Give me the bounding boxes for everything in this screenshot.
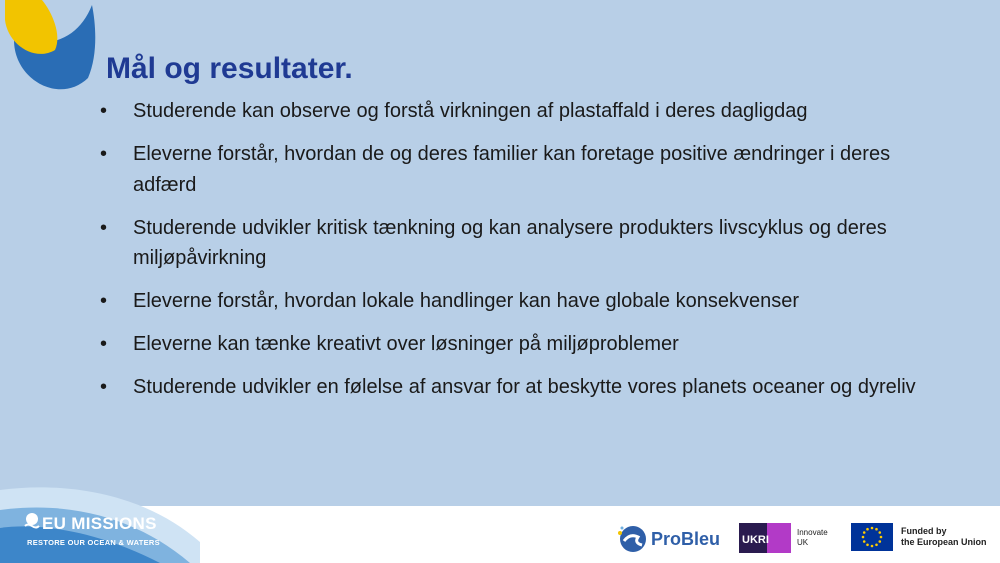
bullet-list <box>100 96 920 415</box>
slide-title: Mål og resultater. <box>106 52 353 85</box>
bullet-symbol: • <box>100 100 108 122</box>
bullet-text: Studerende udvikler kritisk tænkning og kan analysere produkters livscyklus og deres miljøpåvirkning <box>133 216 887 269</box>
eu-funded-line2: the European Union <box>901 537 987 547</box>
eu-funded-text <box>901 526 987 548</box>
eu-missions-title: EU MISSIONS <box>42 514 157 533</box>
bullet-item <box>100 96 920 127</box>
bullet-text: Studerende udvikler en følelse af ansvar for at beskytte vores planets oceaner og dyreliv <box>133 376 916 398</box>
innovate-line2: UK <box>797 538 809 547</box>
bullet-item <box>100 213 920 274</box>
probleu-logo <box>616 523 720 555</box>
probleu-label: ProBleu <box>651 528 721 549</box>
innovate-uk-text <box>797 528 828 548</box>
bullet-item <box>100 286 920 317</box>
bullet-text: Eleverne forstår, hvordan de og deres familier kan foretage positive ændringer i deres adfærd <box>133 143 891 196</box>
bullet-text: Eleverne kan tænke kreativt over løsninger på miljøproblemer <box>133 333 679 355</box>
bullet-text: Eleverne forstår, hvordan lokale handlinger kan have globale konsekvenser <box>133 290 799 312</box>
ukri-logo-icon <box>739 523 791 553</box>
eu-funding-logo <box>851 523 987 551</box>
bullet-item <box>100 139 920 200</box>
eu-missions-subtitle: RESTORE OUR OCEAN & WATERS <box>27 538 160 547</box>
ocean-icon <box>24 512 40 532</box>
innovate-uk-logo <box>739 523 828 553</box>
bullet-symbol: • <box>100 216 108 239</box>
bullet-item <box>100 329 920 360</box>
eu-funded-line1: Funded by <box>901 526 947 536</box>
bullet-symbol: • <box>100 376 108 398</box>
eu-flag-icon <box>851 523 893 551</box>
innovate-line1: Innovate <box>797 528 828 537</box>
bullet-text: Studerende kan observe og forstå virkningen af plastaffald i deres dagligdag <box>133 100 808 122</box>
bullet-symbol: • <box>100 143 108 165</box>
bullet-item <box>100 372 920 403</box>
corner-logo-icon <box>0 0 100 100</box>
probleu-logo-icon <box>616 523 648 555</box>
ukri-label: UKRI <box>742 534 769 546</box>
bullet-symbol: • <box>100 290 108 312</box>
bullet-symbol: • <box>100 333 108 355</box>
